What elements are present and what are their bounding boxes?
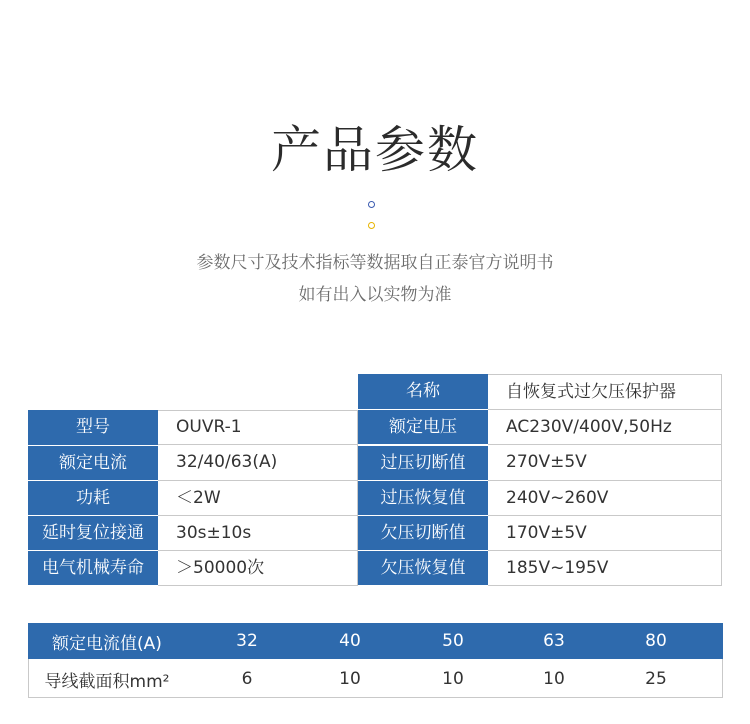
spec-value-lifetime: ＞50000次 — [158, 551, 358, 586]
wire-section-value: 10 — [339, 669, 361, 689]
spec-label-rated-current: 额定电流 — [28, 446, 158, 480]
rated-current-value: 63 — [543, 631, 565, 651]
spec-value-overvoltage-recovery: 240V~260V — [488, 481, 722, 516]
spec-value-name: 自恢复式过欠压保护器 — [488, 374, 722, 410]
spec-value-undervoltage-recovery: 185V~195V — [488, 551, 722, 586]
spec-value-model: OUVR-1 — [158, 410, 358, 445]
spec-label-rated-voltage: 额定电压 — [358, 410, 488, 444]
wire-section-value: 10 — [442, 669, 464, 689]
spec-value-power: ＜2W — [158, 481, 358, 516]
wire-section-value: 25 — [645, 669, 667, 689]
subtitle-line-2: 如有出入以实物为准 — [298, 285, 452, 305]
spec-label-power: 功耗 — [28, 481, 158, 515]
rated-current-value: 50 — [442, 631, 464, 651]
spec-value-delay-reset: 30s±10s — [158, 516, 358, 551]
wire-section-value: 6 — [241, 669, 253, 689]
spec-label-delay-reset: 延时复位接通 — [28, 516, 158, 550]
spec-label-lifetime: 电气机械寿命 — [28, 551, 158, 585]
blue-dot-icon — [368, 201, 375, 208]
spec-value-undervoltage-cutoff: 170V±5V — [488, 516, 722, 551]
rated-current-value: 80 — [645, 631, 667, 651]
page-title: 产品参数 — [271, 121, 479, 179]
rated-current-value: 40 — [339, 631, 361, 651]
rated-current-label: 额定电流值(A) — [52, 633, 162, 654]
spec-value-rated-voltage: AC230V/400V,50Hz — [488, 410, 722, 445]
spec-label-model: 型号 — [28, 410, 158, 445]
subtitle-line-1: 参数尺寸及技术指标等数据取自正泰官方说明书 — [196, 253, 554, 273]
spec-value-overvoltage-cutoff: 270V±5V — [488, 445, 722, 481]
rated-current-value: 32 — [236, 631, 258, 651]
wire-section-label: 导线截面积mm² — [44, 671, 170, 692]
spec-label-overvoltage-cutoff: 过压切断值 — [358, 446, 488, 480]
wire-section-value: 10 — [543, 669, 565, 689]
spec-value-rated-current: 32/40/63(A) — [158, 445, 358, 481]
yellow-dot-icon — [368, 222, 375, 229]
spec-label-undervoltage-cutoff: 欠压切断值 — [358, 516, 488, 550]
spec-label-overvoltage-recovery: 过压恢复值 — [358, 481, 488, 515]
spec-label-undervoltage-recovery: 欠压恢复值 — [358, 551, 488, 585]
spec-label-name: 名称 — [358, 374, 488, 409]
